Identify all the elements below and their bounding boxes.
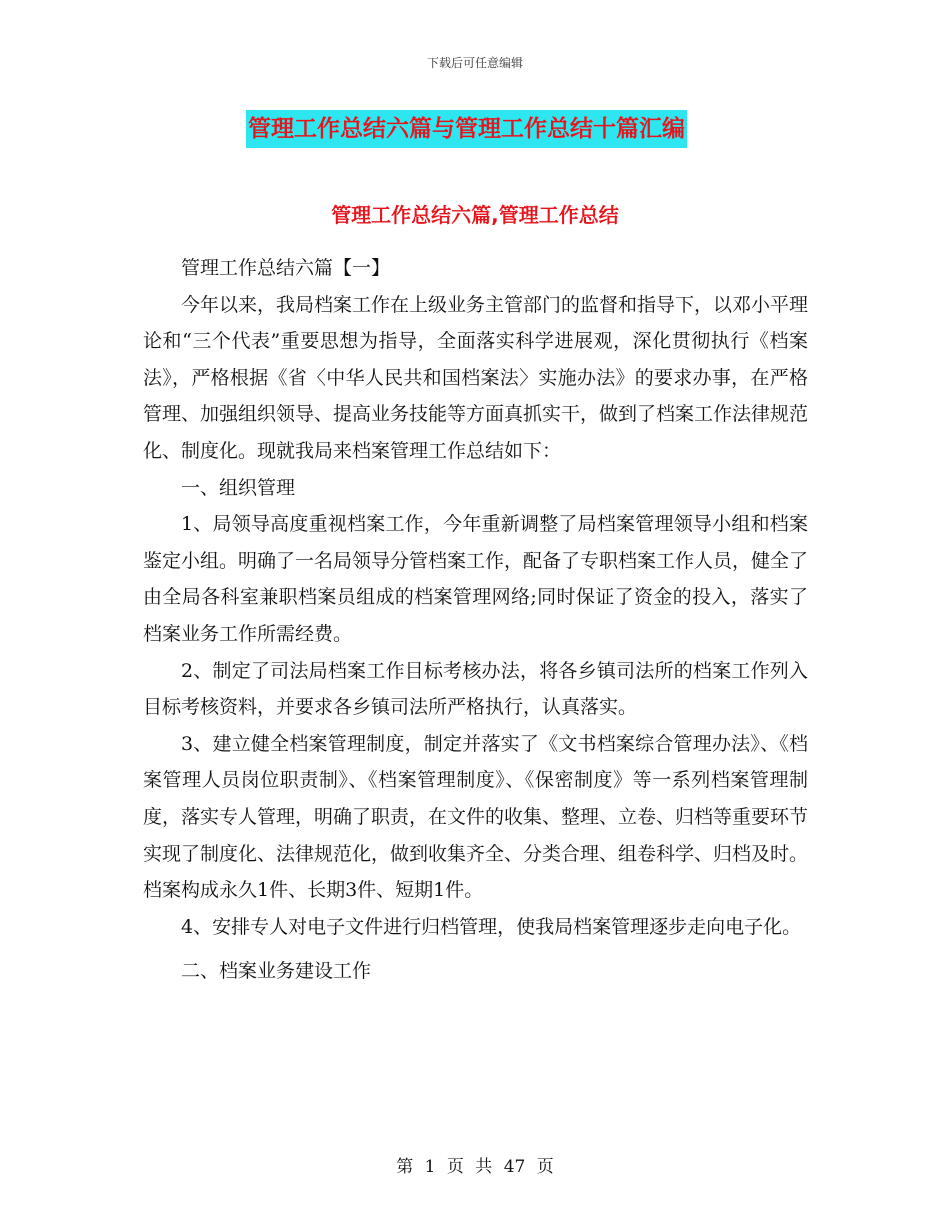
body-paragraph: 今年以来，我局档案工作在上级业务主管部门的监督和指导下，以邓小平理论和“三个代表”重要思想为指导，全面落实科学进展观，深化贯彻执行《档案法》，严格根据《省〈中华人民共和国档案法〉实施办法》的要求办事，在严格管理、加强组织领导、提高业务技能等方面真抓实干，做到了档案工作法律规范化、制度化。现就我局来档案管理工作总结如下： [143,293,809,462]
page-footer: 第 1 页 共 47 页 [396,1157,554,1177]
document-sub-title: 管理工作总结六篇,管理工作总结 [331,203,619,227]
section-heading: 一、组织管理 [181,476,296,499]
document-main-title: 管理工作总结六篇与管理工作总结十篇汇编 [246,110,687,148]
body-paragraph: 4、安排专人对电子文件进行归档管理，使我局档案管理逐步走向电子化。 [181,915,802,938]
body-paragraph: 2、制定了司法局档案工作目标考核办法，将各乡镇司法所的档案工作列入目标考核资料，并要求各乡镇司法所严格执行，认真落实。 [143,659,808,719]
body-paragraph: 3、建立健全档案管理制度，制定并落实了《文书档案综合管理办法》、《档案管理人员岗位职责制》、《档案管理制度》、《保密制度》等一系列档案管理制度，落实专人管理，明确了职责，在文件的收集、整理、立卷、归档等重要环节实现了制度化、法律规范化，做到收集齐全、分类合理、组卷科学、归档及时。档案构成永久1件、长期3件、短期1件。 [143,732,809,902]
body-paragraph: 1、局领导高度重视档案工作，今年重新调整了局档案管理领导小组和档案鉴定小组。明确了一名局领导分管档案工作，配备了专职档案工作人员，健全了由全局各科室兼职档案员组成的档案管理网络;同时保证了资金的投入，落实了档案业务工作所需经费。 [143,513,809,645]
header-note: 下载后可任意编辑 [426,56,523,70]
section-heading: 管理工作总结六篇【一】 [181,257,391,279]
document-body [143,250,808,990]
section-heading: 二、档案业务建设工作 [181,960,372,983]
